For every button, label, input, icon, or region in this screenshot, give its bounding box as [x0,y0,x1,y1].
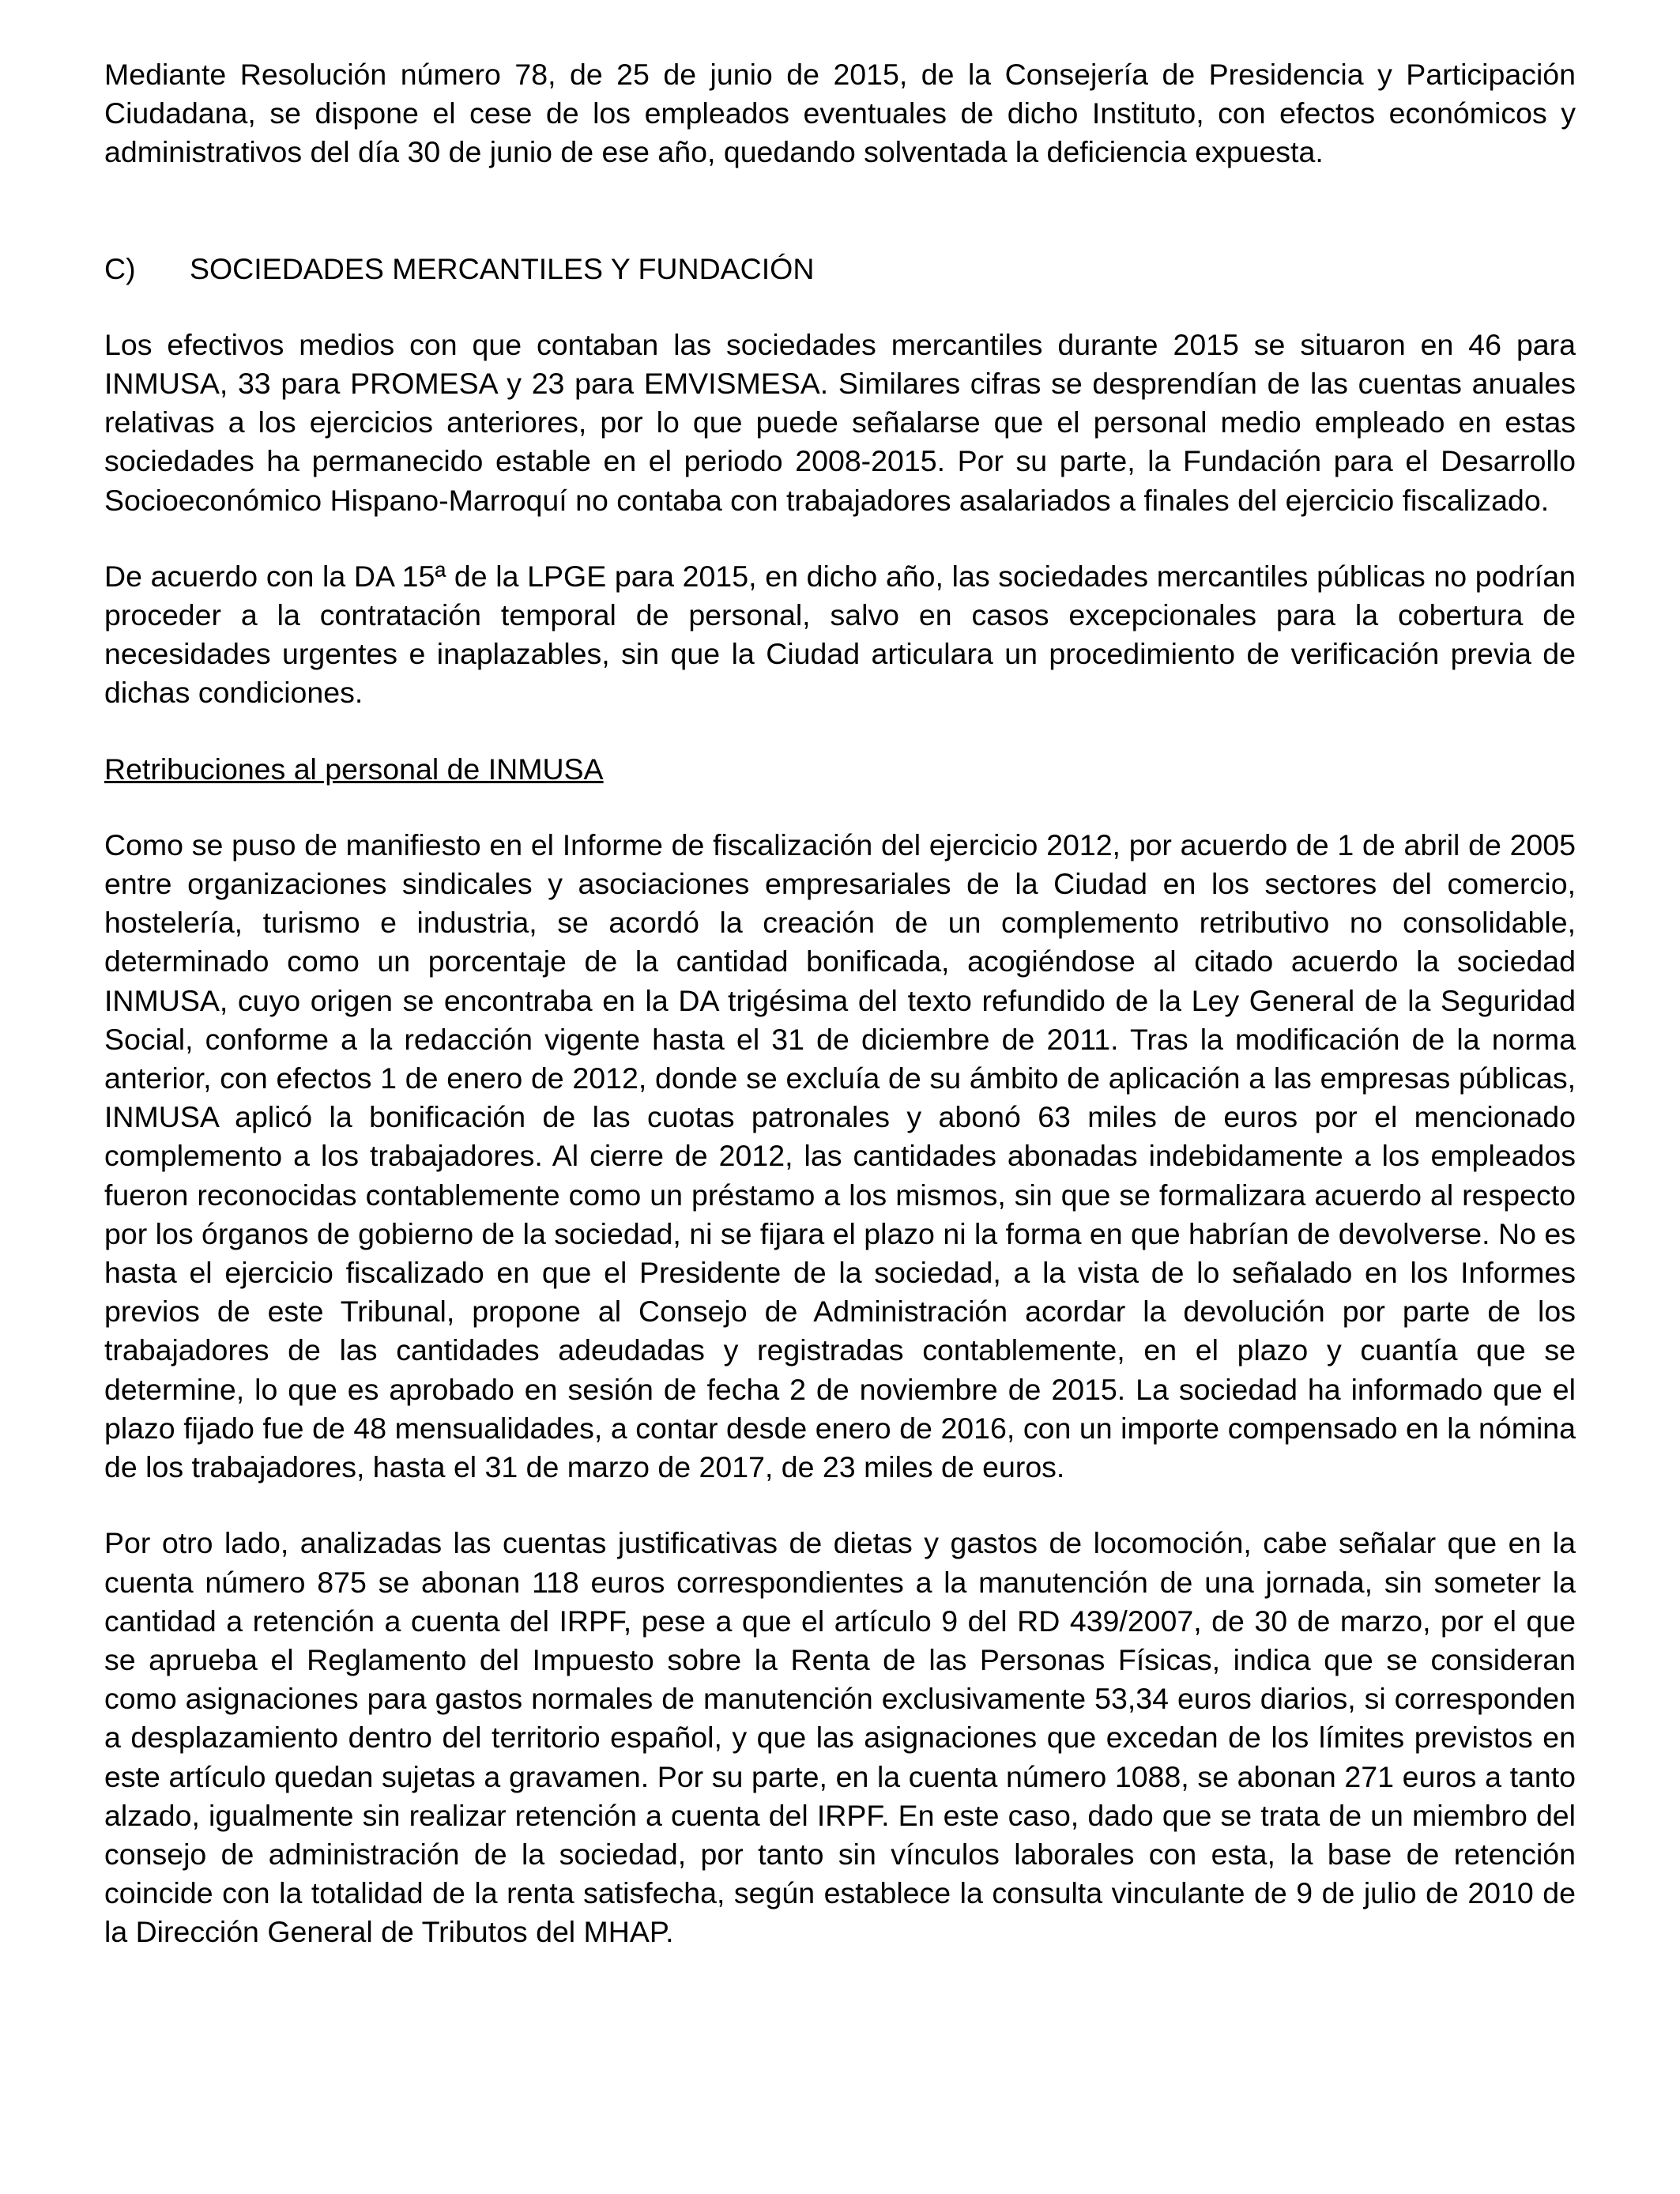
spacer [104,288,1576,326]
spacer [104,172,1576,250]
spacer [104,713,1576,750]
section-heading [104,250,1576,288]
spacer [104,789,1576,826]
spacer [104,520,1576,557]
paragraph-dietas: Por otro lado, analizadas las cuentas justificativas de dietas y gastos de locomoción, cabe señalar que en la cuenta número 875 se abonan 118 euros correspondientes a la manutención de una jornada, sin someter la cantidad a retención a cuenta del IRPF, pese a que el artículo 9 del RD 439/2007, de 30 de marzo, por el que se aprueba el Reglamento del Impuesto sobre la Renta de las Personas Físicas, indica que se consideran como asignaciones para gastos normales de manutención exclusivamente 53,34 euros diarios, si corresponden a desplazamiento dentro del territorio español, y que las asignaciones que excedan de los límites previstos en este artículo quedan sujetas a gravamen. Por su parte, en la cuenta número 1088, se abonan 271 euros a tanto alzado, igualmente sin realizar retención a cuenta del IRPF. En este caso, dado que se trata de un miembro del consejo de administración de la sociedad, por tanto sin vínculos laborales con esta, la base de retención coincide con la totalidad de la renta satisfecha, según establece la consulta vinculante de 9 de julio de 2010 de la Dirección General de Tributos del MHAP. [104,1526,1576,1949]
section-number: C) [104,251,136,285]
paragraph-complemento: Como se puso de manifiesto en el Informe de fiscalización del ejercicio 2012, por acuerdo de 1 de abril de 2005 entre organizaciones sindicales y asociaciones empresariales de la Ciudad en los sectores del comercio, hostelería, turismo e industria, se acordó la creación de un complemento retributivo no consolidable, determinado como un porcentaje de la cantidad bonificada, acogiéndose al citado acuerdo la sociedad INMUSA, cuyo origen se encontraba en la DA trigésima del texto refundido de la Ley General de la Seguridad Social, conforme a la redacción vigente hasta el 31 de diciembre de 2011. Tras la modificación de la norma anterior, con efectos 1 de enero de 2012, donde se excluía de su ámbito de aplicación a las empresas públicas, INMUSA aplicó la bonificación de las cuotas patronales y abonó 63 miles de euros por el mencionado complemento a los trabajadores. Al cierre de 2012, las cantidades abonadas indebidamente a los empleados fueron reconocidas contablemente como un préstamo a los mismos, sin que se formalizara acuerdo al respecto por los órganos de gobierno de la sociedad, ni se fijara el plazo ni la forma en que habrían de devolverse. No es hasta el ejercicio fiscalizado en que el Presidente de la sociedad, a la vista de lo señalado en los Informes previos de este Tribunal, propone al Consejo de Administración acordar la devolución por parte de los trabajadores de las cantidades adeudadas y registradas contablemente, en el plazo y cuantía que se determine, lo que es aprobado en sesión de fecha 2 de noviembre de 2015. La sociedad ha informado que el plazo fijado fue de 48 mensualidades, a contar desde enero de 2016, con un importe compensado en la nómina de los trabajadores, hasta el 31 de marzo de 2017, de 23 miles de euros. [104,827,1576,1484]
document-page [104,55,1576,1952]
paragraph-efectivos: Los efectivos medios con que contaban las sociedades mercantiles durante 2015 se situaron en 46 para INMUSA, 33 para PROMESA y 23 para EMVISMESA. Similares cifras se desprendían de las cuentas anuales relativas a los ejercicios anteriores, por lo que puede señalarse que el personal medio empleado en estas sociedades ha permanecido estable en el periodo 2008-2015. Por su parte, la Fundación para el Desarrollo Socioeconómico Hispano-Marroquí no contaba con trabajadores asalariados a finales del ejercicio fiscalizado. [104,327,1576,517]
intro-paragraph: Mediante Resolución número 78, de 25 de junio de 2015, de la Consejería de Presidencia y Participación Ciudadana, se dispone el cese de los empleados eventuales de dicho Instituto, con efectos económicos y administrativos del día 30 de junio de ese año, quedando solventada la deficiencia expuesta. [104,58,1576,169]
section-title: SOCIEDADES MERCANTILES Y FUNDACIÓN [190,251,815,285]
spacer [104,1487,1576,1524]
paragraph-da15: De acuerdo con la DA 15ª de la LPGE para 2015, en dicho año, las sociedades mercantiles públicas no podrían proceder a la contratación temporal de personal, salvo en casos excepcionales para la cobertura de necesidades urgentes e inaplazables, sin que la Ciudad articulara un procedimiento de verificación previa de dichas condiciones. [104,559,1576,710]
subheading-retribuciones: Retribuciones al personal de INMUSA [104,752,604,786]
